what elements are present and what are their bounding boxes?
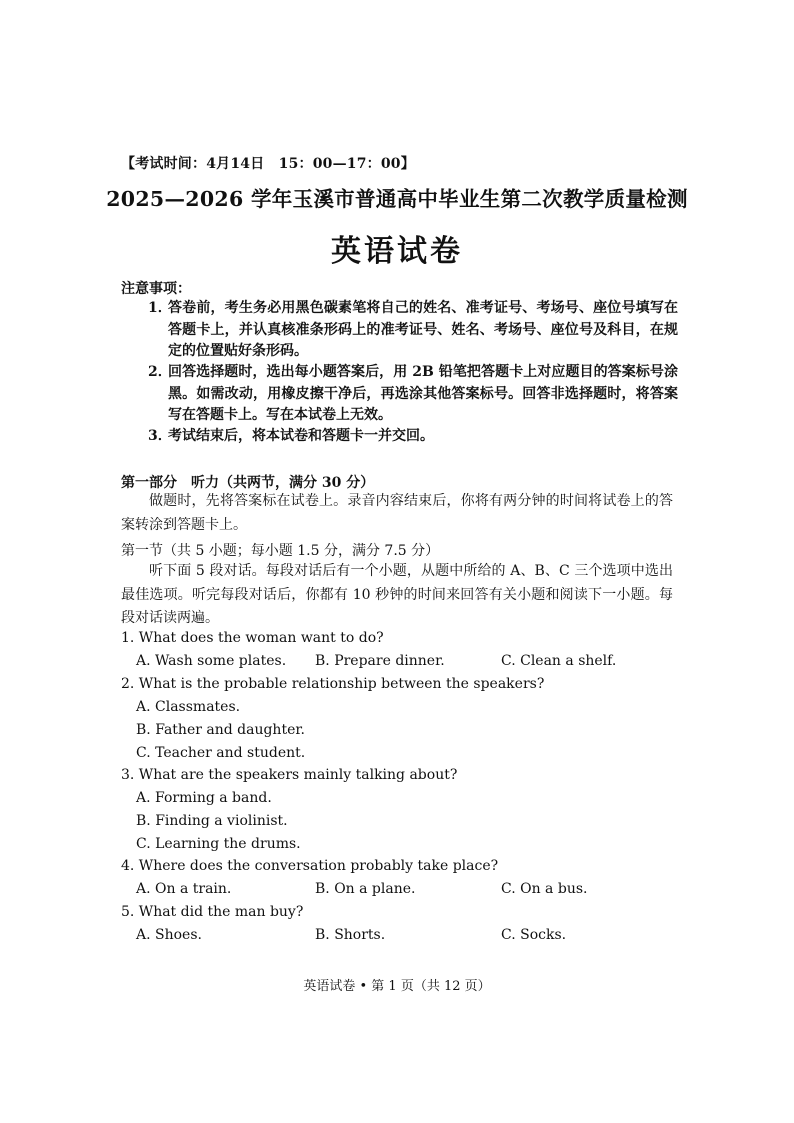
note-text: 考试结束后，将本试卷和答题卡一并交回。 — [168, 428, 434, 444]
page-footer: 英语试卷 • 第 1 页（共 12 页） — [303, 979, 491, 994]
option-c: C. Clean a shelf. — [501, 653, 617, 669]
note-text: 答卷前，考生务必用黑色碳素笔将自己的姓名、准考证号、考场号、座位号填写在答题卡上，并认真核准条形码上的准考证号、姓名、考场号、座位号及科目，在规定的位置贴好条形码。 — [168, 300, 678, 359]
option-c: C. On a bus. — [501, 881, 588, 897]
question-stem: 2. What is the probable relationship between the speakers? — [121, 676, 545, 692]
note-number: 2． — [148, 364, 172, 380]
exam-time: 【考试时间：4月14日 15：00—17：00】 — [121, 156, 415, 172]
option-c: C. Socks. — [501, 927, 567, 943]
option-c: C. Teacher and student. — [136, 745, 306, 761]
option-b: B. Shorts. — [315, 927, 386, 943]
question-stem: 3. What are the speakers mainly talking about? — [121, 767, 458, 783]
section1-instruction: 听下面 5 段对话。每段对话后有一个小题，从题中所给的 A、B、C 三个选项中选出最佳选项。听完每段对话后，你都有 10 秒钟的时间来回答有关小题和阅读下一小题。每段对话读两遍。 — [121, 563, 673, 626]
option-b: B. Finding a violinist. — [136, 813, 288, 829]
option-c: C. Learning the drums. — [136, 836, 301, 852]
subject-title: 英语试卷 — [331, 234, 463, 269]
option-b: B. Prepare dinner. — [315, 653, 445, 669]
part1-instruction: 做题时，先将答案标在试卷上。录音内容结束后，你将有两分钟的时间将试卷上的答案转涂到答题卡上。 — [121, 493, 673, 533]
option-a: A. Forming a band. — [136, 790, 272, 806]
note-number: 3． — [148, 428, 172, 444]
question-stem: 4. Where does the conversation probably take place? — [121, 858, 499, 874]
option-a: A. Classmates. — [136, 699, 241, 715]
note-text: 回答选择题时，选出每小题答案后，用 2B 铅笔把答题卡上对应题目的答案标号涂黑。如需改动，用橡皮擦干净后，再选涂其他答案标号。回答非选择题时，将答案写在答题卡上。写在本试卷上无效。 — [168, 364, 678, 423]
section1-heading: 第一节（共 5 小题；每小题 1.5 分，满分 7.5 分） — [121, 543, 440, 559]
part1-heading: 第一部分 听力（共两节，满分 30 分） — [121, 475, 375, 491]
question-stem: 5. What did the man buy? — [121, 904, 304, 920]
option-a: A. Wash some plates. — [136, 653, 287, 669]
option-b: B. Father and daughter. — [136, 722, 305, 738]
option-b: B. On a plane. — [315, 881, 416, 897]
question-stem: 1. What does the woman want to do? — [121, 630, 384, 646]
note-item — [148, 362, 678, 427]
note-number: 1． — [148, 300, 172, 316]
note-item — [148, 426, 678, 448]
exam-title: 2025—2026 学年玉溪市普通高中毕业生第二次教学质量检测 — [106, 187, 688, 211]
option-a: A. On a train. — [136, 881, 232, 897]
option-a: A. Shoes. — [136, 927, 202, 943]
notes-heading: 注意事项： — [121, 281, 191, 297]
note-item — [148, 298, 678, 363]
